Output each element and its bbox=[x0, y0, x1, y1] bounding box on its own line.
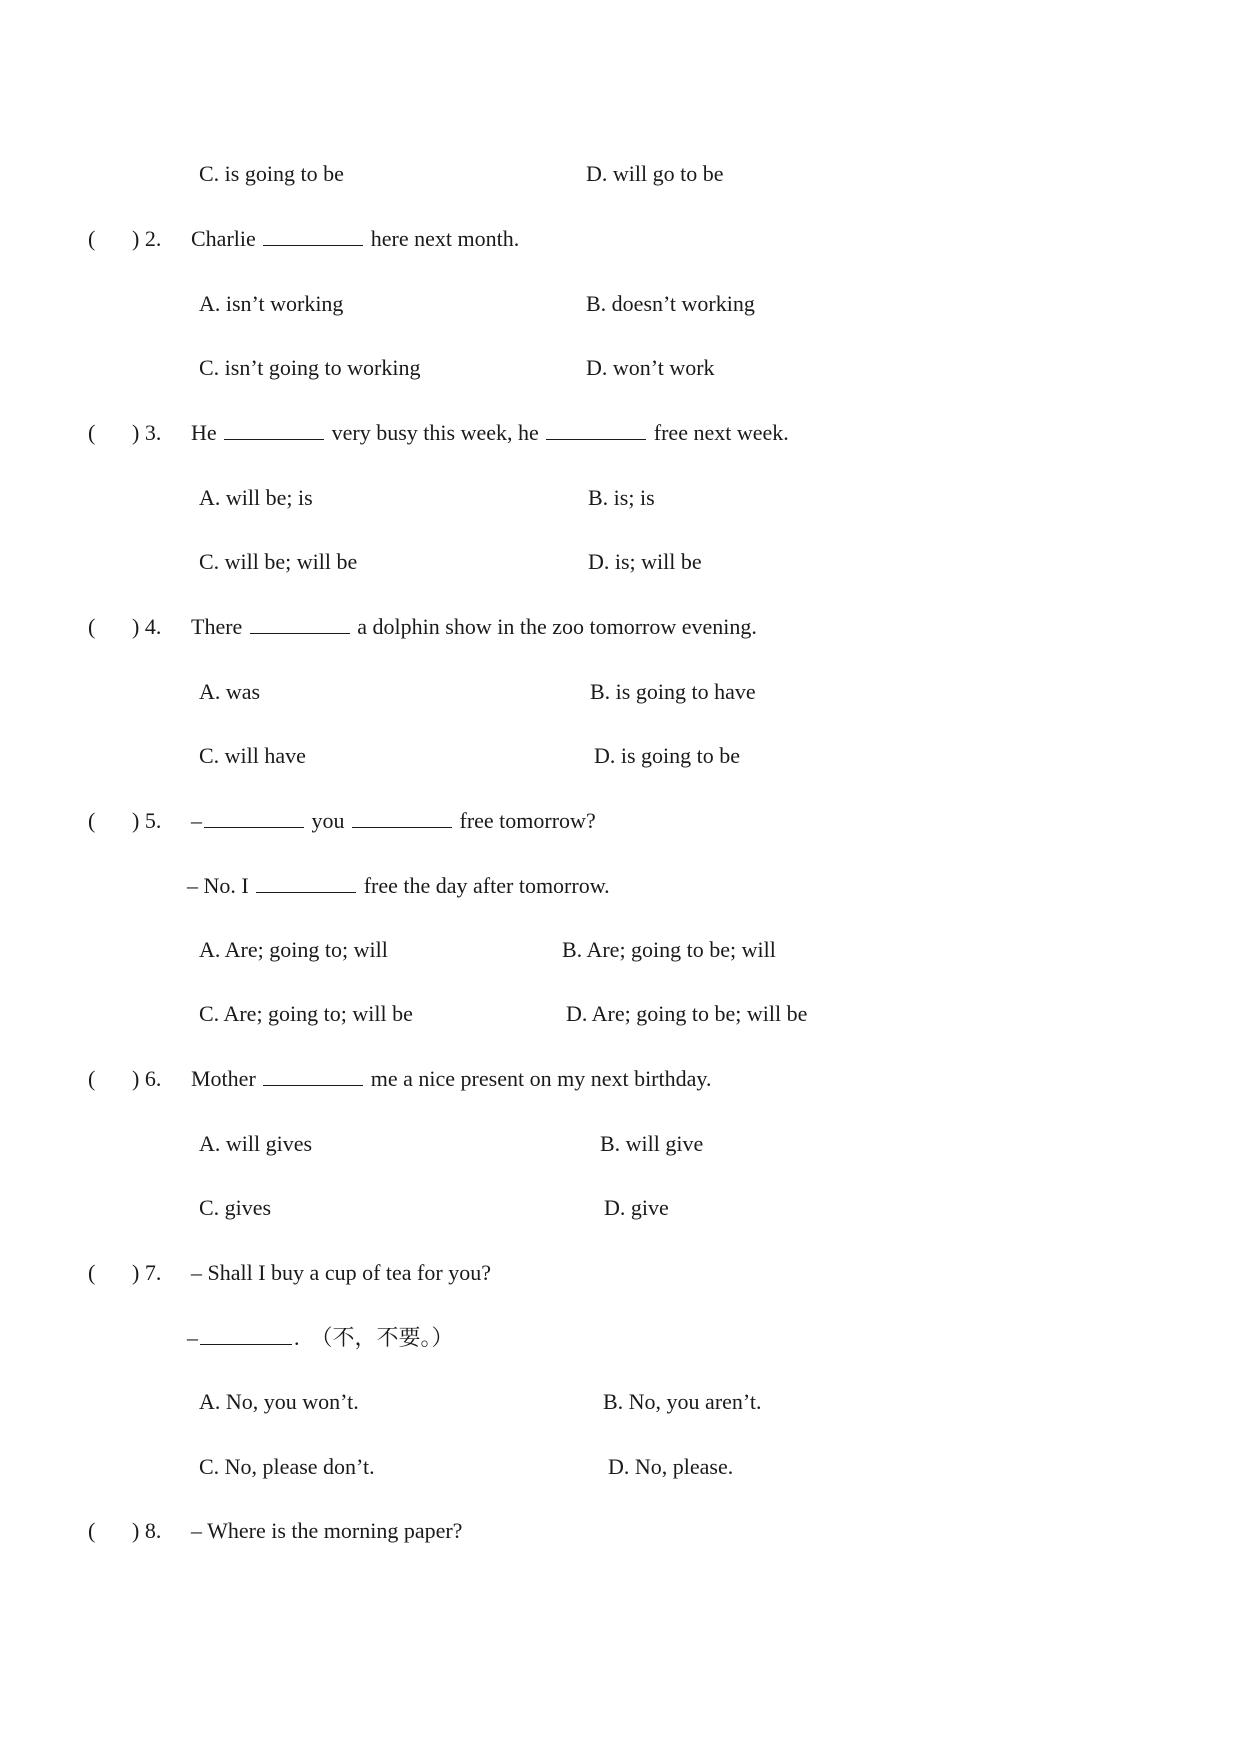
stem-part: – bbox=[191, 808, 202, 833]
stem-part: He bbox=[191, 420, 217, 445]
answer-paren: ( bbox=[88, 614, 96, 639]
option-c: C. No, please don’t. bbox=[199, 1454, 375, 1479]
option-b: B. is; is bbox=[588, 485, 655, 510]
answer-blank bbox=[352, 807, 452, 828]
reply-line bbox=[187, 872, 610, 900]
option-c: C. isn’t going to working bbox=[199, 355, 421, 380]
option-b: B. No, you aren’t. bbox=[603, 1389, 762, 1414]
answer-paren: ( bbox=[88, 1260, 96, 1285]
answer-blank bbox=[224, 419, 324, 440]
question-number: ) 8. bbox=[132, 1518, 162, 1543]
answer-blank bbox=[263, 225, 363, 246]
answer-blank bbox=[250, 613, 350, 634]
reply-part: free the day after tomorrow. bbox=[363, 873, 610, 898]
option-d: D. won’t work bbox=[586, 355, 715, 380]
option-a: A. was bbox=[199, 679, 261, 704]
stem-part: There bbox=[191, 614, 243, 639]
option-a: A. isn’t working bbox=[199, 291, 344, 316]
question-number: ) 4. bbox=[132, 614, 162, 639]
option-b: B. Are; going to be; will bbox=[562, 937, 776, 962]
answer-paren: ( bbox=[88, 1066, 96, 1091]
option-c: C. will be; will be bbox=[199, 549, 358, 574]
question-stem bbox=[191, 225, 519, 253]
option-a: A. Are; going to; will bbox=[199, 937, 388, 962]
option-d: D. Are; going to be; will be bbox=[566, 1001, 808, 1026]
option-c: C. gives bbox=[199, 1195, 272, 1220]
option-a: A. will be; is bbox=[199, 485, 313, 510]
option-d: D. give bbox=[604, 1195, 669, 1220]
option-d: D. No, please. bbox=[608, 1454, 734, 1479]
reply-part: – bbox=[187, 1325, 198, 1350]
stem-part: free tomorrow? bbox=[459, 808, 596, 833]
reply-part: – No. I bbox=[187, 873, 249, 898]
option-a: A. will gives bbox=[199, 1131, 313, 1156]
stem-part: here next month. bbox=[370, 226, 520, 251]
option-d: D. is; will be bbox=[588, 549, 702, 574]
stem-part: Mother bbox=[191, 1066, 256, 1091]
stem-part: you bbox=[311, 808, 345, 833]
question-number: ) 2. bbox=[132, 226, 162, 251]
option-b: B. is going to have bbox=[590, 679, 756, 704]
question-stem bbox=[191, 1065, 711, 1093]
reply-line bbox=[187, 1324, 454, 1352]
answer-paren: ( bbox=[88, 420, 96, 445]
question-number: ) 7. bbox=[132, 1260, 162, 1285]
stem-part: very busy this week, he bbox=[331, 420, 539, 445]
option-a: A. No, you won’t. bbox=[199, 1389, 359, 1414]
answer-blank bbox=[546, 419, 646, 440]
option-c: C. Are; going to; will be bbox=[199, 1001, 413, 1026]
question-stem bbox=[191, 613, 757, 641]
question-number: ) 3. bbox=[132, 420, 162, 445]
stem-part: Charlie bbox=[191, 226, 256, 251]
option-b: B. will give bbox=[600, 1131, 704, 1156]
answer-blank bbox=[256, 872, 356, 893]
option-d: D. will go to be bbox=[586, 161, 724, 186]
question-number: ) 5. bbox=[132, 808, 162, 833]
stem-part: a dolphin show in the zoo tomorrow evening. bbox=[357, 614, 757, 639]
question-stem: – Where is the morning paper? bbox=[191, 1518, 463, 1543]
option-c: C. is going to be bbox=[199, 161, 344, 186]
answer-paren: ( bbox=[88, 1518, 96, 1543]
option-c: C. will have bbox=[199, 743, 306, 768]
answer-blank bbox=[263, 1065, 363, 1086]
question-stem: – Shall I buy a cup of tea for you? bbox=[191, 1260, 491, 1285]
question-number: ) 6. bbox=[132, 1066, 162, 1091]
option-b: B. doesn’t working bbox=[586, 291, 755, 316]
answer-paren: ( bbox=[88, 808, 96, 833]
answer-blank bbox=[200, 1324, 292, 1345]
stem-part: free next week. bbox=[653, 420, 789, 445]
stem-part: me a nice present on my next birthday. bbox=[370, 1066, 712, 1091]
question-stem bbox=[191, 807, 596, 835]
answer-blank bbox=[204, 807, 304, 828]
answer-paren: ( bbox=[88, 226, 96, 251]
option-d: D. is going to be bbox=[594, 743, 741, 768]
question-stem bbox=[191, 419, 789, 447]
reply-part: . （不，不要。） bbox=[294, 1325, 454, 1350]
